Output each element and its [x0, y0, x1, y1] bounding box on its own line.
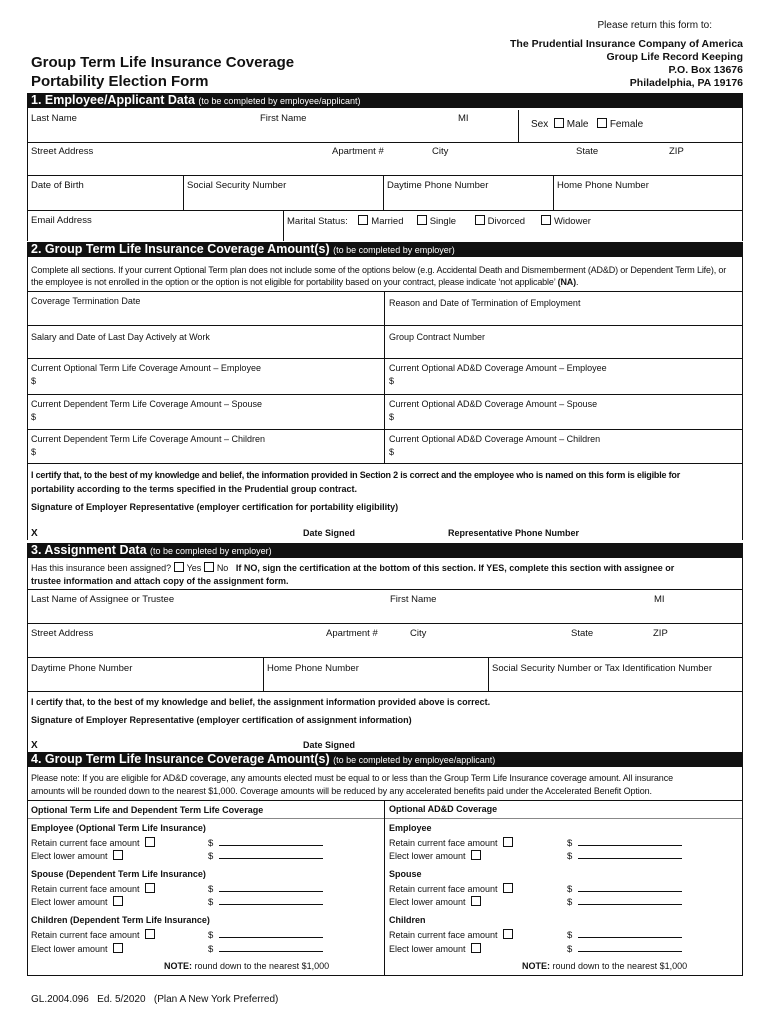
s3-question-label: Has this insurance been assigned? [31, 563, 172, 573]
right-spouse-elect-amount[interactable] [567, 896, 682, 908]
s3-last-name-label: Last Name of Assignee or Trustee [31, 594, 175, 605]
dollar-sign: $ [567, 838, 573, 849]
s4-left-group-spouse: Spouse (Dependent Term Life Insurance) [31, 869, 206, 879]
s3-certify: I certify that, to the best of my knowledge and belief, the assignment information provided above is correct. [31, 697, 491, 707]
dollar-sign: $ [567, 930, 573, 941]
assigned-no-checkbox[interactable] [204, 562, 214, 572]
s2-instructions-2c: . [576, 277, 579, 287]
left-children-retain-amount[interactable] [208, 929, 323, 941]
right-emp-retain-checkbox[interactable] [503, 837, 513, 847]
section-2-header [27, 242, 743, 257]
s4-left-children-elect [31, 943, 126, 954]
retain-label: Retain current face amount [389, 838, 498, 848]
elect-label: Elect lower amount [31, 851, 108, 861]
elect-label: Elect lower amount [389, 944, 466, 954]
retain-label: Retain current face amount [389, 930, 498, 940]
s4-right-spouse-retain [389, 883, 516, 894]
s3-city-label: City [410, 628, 427, 639]
s3-street-label: Street Address [31, 628, 94, 639]
male-label: Male [566, 119, 589, 130]
s2-add-children-dollar: $ [389, 447, 395, 457]
s4-right-group-spouse: Spouse [389, 869, 422, 879]
right-emp-elect-amount[interactable] [567, 850, 682, 862]
form-title-line1: Group Term Life Insurance Coverage [31, 54, 295, 71]
s3-state-label: State [571, 628, 594, 639]
s3-day-phone-label: Daytime Phone Number [31, 663, 133, 674]
right-spouse-elect-checkbox[interactable] [471, 896, 481, 906]
s2-add-emp-label: Current Optional AD&D Coverage Amount – Employee [389, 363, 607, 373]
s2-rep-phone: Representative Phone Number [448, 528, 580, 538]
s3-apt-label: Apartment # [326, 628, 378, 639]
note-bold: NOTE: [164, 961, 192, 971]
s3-signature-label: Signature of Employer Representative (employer certification of assignment information) [31, 715, 412, 725]
assigned-yes-checkbox[interactable] [174, 562, 184, 572]
right-spouse-retain-amount[interactable] [567, 883, 682, 895]
elect-label: Elect lower amount [31, 897, 108, 907]
female-label: Female [609, 119, 644, 130]
s2-group-contract-label: Group Contract Number [389, 332, 486, 342]
form-title-line2: Portability Election Form [31, 73, 209, 90]
s2-add-emp-dollar: $ [389, 376, 395, 386]
married-checkbox[interactable] [358, 215, 368, 225]
s4-left-emp-elect [31, 850, 126, 861]
dollar-sign: $ [208, 897, 214, 908]
right-children-elect-checkbox[interactable] [471, 943, 481, 953]
section-4-header [27, 752, 743, 767]
s2-signature-label: Signature of Employer Representative (employer certification for portability eligibility) [31, 502, 399, 512]
left-spouse-retain-amount[interactable] [208, 883, 323, 895]
widower-label: Widower [553, 216, 591, 227]
dollar-sign: $ [567, 851, 573, 862]
s1-sex-label: Sex [531, 119, 549, 130]
right-children-retain-amount[interactable] [567, 929, 682, 941]
s1-apt-label: Apartment # [332, 146, 384, 157]
s4-right-children-retain [389, 929, 516, 940]
section-2-subtitle: (to be completed by employer) [333, 245, 455, 255]
return-box: P.O. Box 13676 [668, 64, 743, 76]
s4-right-note [522, 961, 687, 971]
s4-right-heading: Optional AD&D Coverage [389, 804, 498, 814]
right-children-retain-checkbox[interactable] [503, 929, 513, 939]
section-1-title: 1. Employee/Applicant Data [31, 93, 195, 107]
elect-label: Elect lower amount [389, 897, 466, 907]
s3-date-signed: Date Signed [303, 740, 356, 750]
return-dept: Group Life Record Keeping [606, 51, 743, 63]
s3-note-1: If NO, sign the certification at the bottom of this section. If YES, complete this section with assignee or [235, 563, 675, 573]
dollar-sign: $ [208, 838, 214, 849]
s2-dep-spouse-dollar: $ [31, 412, 37, 422]
s1-email-label: Email Address [31, 215, 92, 226]
dollar-sign: $ [567, 897, 573, 908]
s1-street-label: Street Address [31, 146, 94, 157]
return-company: The Prudential Insurance Company of America [510, 38, 743, 50]
s1-city-label: City [432, 146, 449, 157]
right-spouse-retain-checkbox[interactable] [503, 883, 513, 893]
s4-left-group-employee: Employee (Optional Term Life Insurance) [31, 823, 206, 833]
left-children-elect-checkbox[interactable] [113, 943, 123, 953]
s2-instructions-2 [31, 277, 578, 287]
s1-last-name-label: Last Name [31, 113, 77, 124]
s4-left-children-retain [31, 929, 158, 940]
s4-right-emp-elect [389, 850, 484, 861]
s1-day-phone-label: Daytime Phone Number [387, 180, 489, 191]
form-title [31, 53, 294, 91]
s4-right-group-employee: Employee [389, 823, 432, 833]
s3-note-2: trustee information and attach copy of the assignment form. [31, 576, 289, 586]
s4-left-emp-retain [31, 837, 158, 848]
s2-date-signed: Date Signed [303, 528, 356, 538]
s2-cov-term-label: Coverage Termination Date [31, 296, 141, 306]
s2-opt-emp-dollar: $ [31, 376, 37, 386]
section-3-subtitle: (to be completed by employer) [150, 546, 272, 556]
s2-certify-2: portability according to the terms specified in the Prudential group contract. [31, 484, 358, 494]
no-label: No [216, 563, 229, 573]
return-intro: Please return this form to: [597, 20, 712, 31]
note-rest: round down to the nearest $1,000 [192, 961, 330, 971]
right-children-elect-amount[interactable] [567, 943, 682, 955]
s2-add-children-label: Current Optional AD&D Coverage Amount – Children [389, 434, 601, 444]
s1-ssn-label: Social Security Number [187, 180, 287, 191]
s2-certify-1: I certify that, to the best of my knowledge and belief, the information provided in Section 2 is correct and the employee who is named on this form is eligible for [31, 470, 681, 480]
right-emp-retain-amount[interactable] [567, 837, 682, 849]
s3-zip-label: ZIP [653, 628, 668, 639]
female-checkbox[interactable] [597, 118, 607, 128]
elect-label: Elect lower amount [389, 851, 466, 861]
married-label: Married [371, 216, 404, 227]
dollar-sign: $ [208, 851, 214, 862]
single-label: Single [429, 216, 457, 227]
s4-left-spouse-retain [31, 883, 158, 894]
section-1-header [27, 93, 743, 108]
s2-na: (NA) [557, 277, 577, 287]
yes-label: Yes [186, 563, 202, 573]
note-rest: round down to the nearest $1,000 [550, 961, 688, 971]
single-checkbox[interactable] [417, 215, 427, 225]
s3-home-phone-label: Home Phone Number [267, 663, 359, 674]
left-emp-retain-checkbox[interactable] [145, 837, 155, 847]
divorced-label: Divorced [487, 216, 526, 227]
s1-state-label: State [576, 146, 599, 157]
section-1-subtitle: (to be completed by employee/applicant) [198, 96, 361, 106]
s4-left-heading: Optional Term Life and Dependent Term Life Coverage [31, 805, 264, 815]
left-spouse-retain-checkbox[interactable] [145, 883, 155, 893]
left-emp-elect-checkbox[interactable] [113, 850, 123, 860]
dollar-sign: $ [567, 884, 573, 895]
s4-right-group-children: Children [389, 915, 426, 925]
left-spouse-elect-checkbox[interactable] [113, 896, 123, 906]
s2-opt-emp-label: Current Optional Term Life Coverage Amount – Employee [31, 363, 261, 373]
left-children-elect-amount[interactable] [208, 943, 323, 955]
divorced-checkbox[interactable] [475, 215, 485, 225]
male-checkbox[interactable] [554, 118, 564, 128]
footer-form-id: GL.2004.096 Ed. 5/2020 (Plan A New York Preferred) [31, 994, 279, 1005]
s2-signature-x: X [31, 528, 38, 539]
s3-mi-label: MI [654, 594, 665, 605]
retain-label: Retain current face amount [31, 838, 140, 848]
left-emp-elect-amount[interactable] [208, 850, 323, 862]
s2-dep-children-label: Current Dependent Term Life Coverage Amount – Children [31, 434, 265, 444]
s2-add-spouse-dollar: $ [389, 412, 395, 422]
s3-ssn-label: Social Security Number or Tax Identification Number [492, 663, 713, 674]
s4-left-spouse-elect [31, 896, 126, 907]
retain-label: Retain current face amount [31, 930, 140, 940]
s1-home-phone-label: Home Phone Number [557, 180, 649, 191]
dollar-sign: $ [208, 944, 214, 955]
s1-zip-label: ZIP [669, 146, 684, 157]
s2-salary-label: Salary and Date of Last Day Actively at Work [31, 332, 210, 342]
marital-status-group [287, 215, 591, 227]
marital-label: Marital Status: [287, 216, 348, 227]
s4-left-note [164, 961, 329, 971]
s1-first-name-label: First Name [260, 113, 307, 124]
dollar-sign: $ [567, 944, 573, 955]
section-4-title: 4. Group Term Life Insurance Coverage Amount(s) [31, 752, 330, 766]
widower-checkbox[interactable] [541, 215, 551, 225]
s2-dep-spouse-label: Current Dependent Term Life Coverage Amount – Spouse [31, 399, 262, 409]
retain-label: Retain current face amount [31, 884, 140, 894]
s3-signature-x: X [31, 740, 38, 751]
return-address [510, 38, 743, 90]
s4-right-spouse-elect [389, 896, 484, 907]
section-2-title: 2. Group Term Life Insurance Coverage Amount(s) [31, 242, 330, 256]
return-city: Philadelphia, PA 19176 [629, 77, 743, 89]
section-3-header [27, 543, 743, 558]
left-children-retain-checkbox[interactable] [145, 929, 155, 939]
s4-note-2: amounts will be rounded down to the nearest $1,000. Coverage amounts will be reduced by any accelerated benefits paid under the Accelerated Benefit Option. [31, 786, 652, 796]
dollar-sign: $ [208, 884, 214, 895]
s4-left-group-children: Children (Dependent Term Life Insurance) [31, 915, 210, 925]
s4-right-children-elect [389, 943, 484, 954]
s1-dob-label: Date of Birth [31, 180, 84, 191]
section-4-subtitle: (to be completed by employee/applicant) [333, 755, 496, 765]
section-3-title: 3. Assignment Data [31, 543, 147, 557]
note-bold: NOTE: [522, 961, 550, 971]
s4-right-emp-retain [389, 837, 516, 848]
left-emp-retain-amount[interactable] [208, 837, 323, 849]
s4-note-1: Please note: If you are eligible for AD&D coverage, any amounts elected must be equal to or less than the Group Term Life Insurance coverage amount. All insurance [31, 773, 674, 783]
dollar-sign: $ [208, 930, 214, 941]
s3-first-name-label: First Name [390, 594, 437, 605]
left-spouse-elect-amount[interactable] [208, 896, 323, 908]
s1-mi-label: MI [458, 113, 469, 124]
s2-instructions-1: Complete all sections. If your current Optional Term plan does not include some of the options below (e.g. Accidental Death and Dismemberment (AD&D) or Dependent Term Life), or [31, 265, 727, 275]
right-emp-elect-checkbox[interactable] [471, 850, 481, 860]
s2-instructions-2a: the employee is not enrolled in the option or the option is not eligible for portability based on your contract, please indicate ‘not applicable’ [31, 277, 558, 287]
s1-sex-group [531, 118, 643, 130]
s3-assigned-question [31, 562, 674, 573]
s2-dep-children-dollar: $ [31, 447, 37, 457]
s2-add-spouse-label: Current Optional AD&D Coverage Amount – Spouse [389, 399, 598, 409]
elect-label: Elect lower amount [31, 944, 108, 954]
s2-reason-label: Reason and Date of Termination of Employment [389, 298, 581, 308]
retain-label: Retain current face amount [389, 884, 498, 894]
